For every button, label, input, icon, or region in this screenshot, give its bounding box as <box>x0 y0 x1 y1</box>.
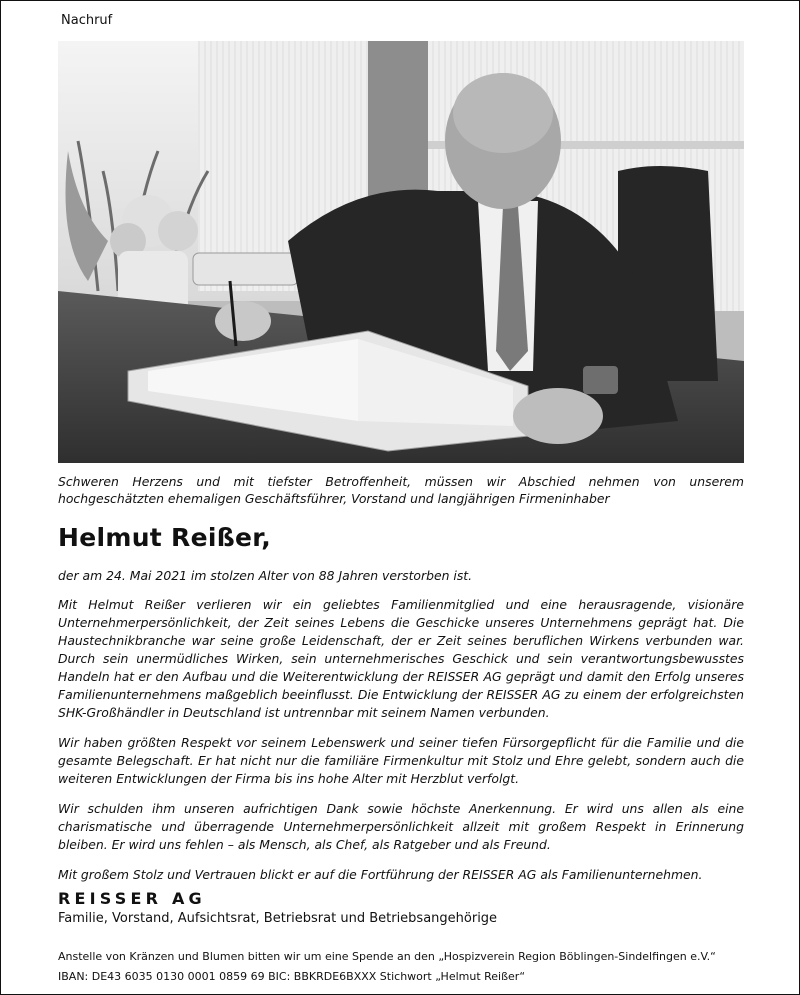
death-date-paragraph: der am 24. Mai 2021 im stolzen Alter von 88 Jahren verstorben ist. <box>58 568 473 583</box>
tribute-paragraph-2: Wir haben größten Respekt vor seinem Lebenswerk und seiner tiefen Fürsorgepflicht für die Familie und die gesamte Belegschaft. Er hat nicht nur die familiäre Firmenkultur mit Stolz und Ehre gelebt, sondern auch die weiteren Entwicklungen der Firma bis ins hohe Alter mit Herzblut verfolgt. <box>58 735 744 786</box>
company-signature: REISSER AG <box>58 889 206 908</box>
donation-request: Anstelle von Kränzen und Blumen bitten wir um eine Spende an den „Hospizverein Region Böblingen-Sindelfingen e.V.“ <box>58 950 716 963</box>
portrait-photo-icon <box>58 41 744 463</box>
signature-subline: Familie, Vorstand, Aufsichtsrat, Betriebsrat und Betriebsangehörige <box>58 911 498 926</box>
deceased-name: Helmut Reißer, <box>58 523 272 552</box>
donation-footer <box>58 947 758 987</box>
intro-text: Schweren Herzens und mit tiefster Betroffenheit, müssen wir Abschied nehmen von unserem hochgeschätzten ehemaligen Geschäftsführer, Vorstand und langjährigen Firmeninhaber <box>58 474 744 506</box>
tribute-paragraph-1: Mit Helmut Reißer verlieren wir ein geliebtes Familienmitglied und eine herausragende, visionäre Unternehmerpersönlichkeit, der Zeit seines Lebens die Geschicke unseres Unternehmens geprägt hat. Die Haustechnikbranche war seine große Leidenschaft, der er Zeit seines beruflichen Wirkens verbunden war. Durch sein unermüdliches Wirken, sein unternehmerisches Geschick und sein verantwortungsbewusstes Handeln hat er den Aufbau und die Weiterentwicklung der REISSER AG geprägt und damit den Erfolg unseres Familienunternehmens maßgeblich beeinflusst. Die Entwicklung der REISSER AG zu einem der erfolgreichsten SHK-Großhändler in Deutschland ist untrennbar mit seinem Namen verbunden. <box>58 597 744 720</box>
obituary-body <box>58 567 744 895</box>
portrait-photo <box>58 41 744 463</box>
tribute-paragraph-3: Wir schulden ihm unseren aufrichtigen Dank sowie höchste Anerkennung. Er wird uns allen als eine charismatische und überragende Unternehmerpersönlichkeit allzeit mit großem Respekt in Erinnerung bleiben. Er wird uns fehlen – als Mensch, als Chef, als Ratgeber und als Freund. <box>58 801 744 852</box>
closing-paragraph: Mit großem Stolz und Vertrauen blickt er auf die Fortführung der REISSER AG als Familienunternehmen. <box>58 867 703 882</box>
bank-details: IBAN: DE43 6035 0130 0001 0859 69 BIC: BBKRDE6BXXX Stichwort „Helmut Reißer“ <box>58 970 526 983</box>
page-label: Nachruf <box>61 13 113 28</box>
